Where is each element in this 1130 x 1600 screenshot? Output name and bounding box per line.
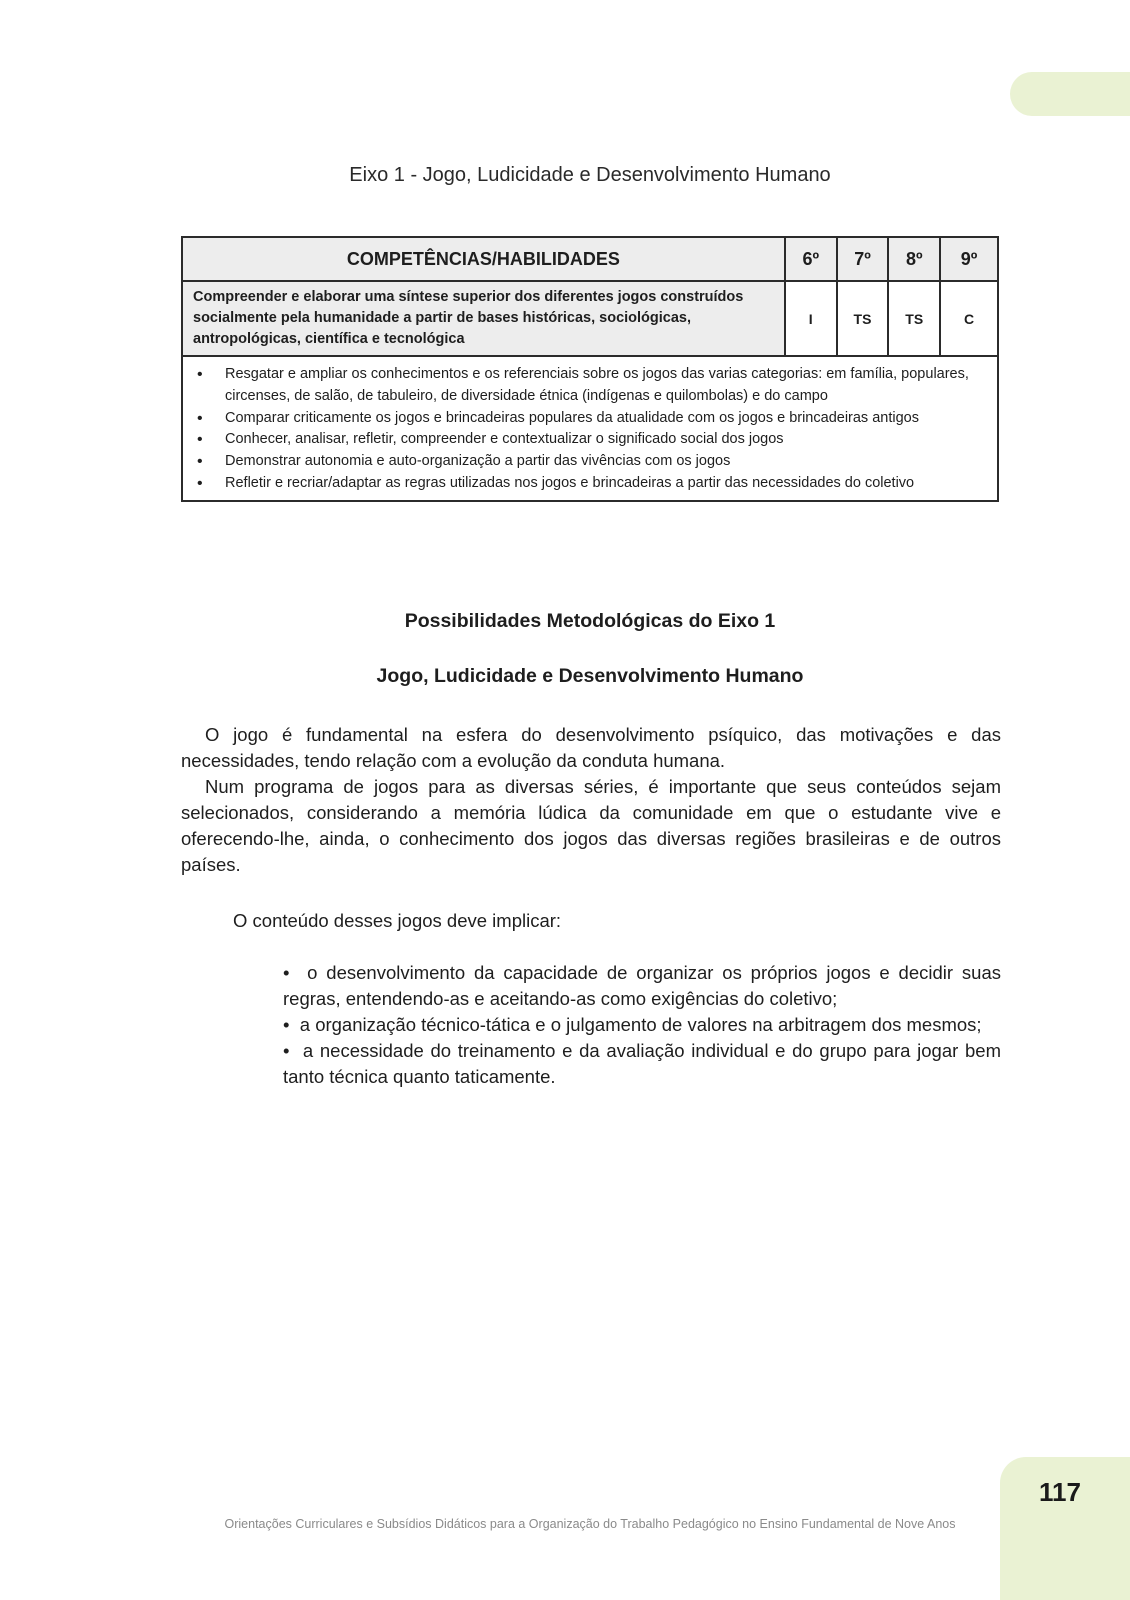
list-item: • a organização técnico-tática e o julgamento de valores na arbitragem dos mesmos; [283, 1012, 1001, 1038]
level-7: TS [837, 281, 889, 356]
page-number: 117 [1039, 1477, 1081, 1507]
competencia-row [182, 281, 998, 356]
habilidades-row [182, 356, 998, 501]
body-paragraphs [181, 722, 1001, 878]
habilidades-cell [182, 356, 998, 501]
header-6: 6º [785, 237, 837, 281]
section-title: Possibilidades Metodológicas do Eixo 1 [404, 610, 776, 632]
paragraph: O jogo é fundamental na esfera do desenvolvimento psíquico, das motivações e das necessidades, tendo relação com a evolução da conduta humana. [181, 724, 1001, 771]
footer-text: Orientações Curriculares e Subsídios Didáticos para a Organização do Trabalho Pedagógico no Ensino Fundamental de Nove Anos [224, 1517, 956, 1531]
list-intro: O conteúdo desses jogos deve implicar: [233, 910, 562, 931]
competencia-text: Compreender e elaborar uma síntese superior dos diferentes jogos construídos socialmente pela humanidade a partir de bases históricas, sociológicas, antropológicas, científica e tecnológica [182, 281, 785, 356]
competencias-table [181, 236, 999, 502]
header-7: 7º [837, 237, 889, 281]
list-item: • Demonstrar autonomia e auto-organização a partir das vivências com os jogos [191, 451, 989, 473]
list-item: • Conhecer, analisar, refletir, compreender e contextualizar o significado social dos jogos [191, 429, 989, 451]
header-9: 9º [940, 237, 998, 281]
list-item: • o desenvolvimento da capacidade de organizar os próprios jogos e decidir suas regras, entendendo-as e aceitando-as como exigências do coletivo; [283, 960, 1001, 1012]
level-6: I [785, 281, 837, 356]
level-9: C [940, 281, 998, 356]
eixo-title: Eixo 1 - Jogo, Ludicidade e Desenvolvimento Humano [349, 164, 831, 186]
list-item: • Resgatar e ampliar os conhecimentos e os referenciais sobre os jogos das varias categorias: em família, populares, circenses, de salão, de tabuleiro, de diversidade étnica (indígenas e quilombolas) e do campo [191, 364, 989, 408]
implications-list [283, 960, 1001, 1090]
table-header-row [182, 237, 998, 281]
list-item: • Comparar criticamente os jogos e brincadeiras populares da atualidade com os jogos e brincadeiras antigos [191, 408, 989, 430]
header-8: 8º [888, 237, 940, 281]
list-item: • a necessidade do treinamento e da avaliação individual e do grupo para jogar bem tanto técnica quanto taticamente. [283, 1038, 1001, 1090]
section-subtitle: Jogo, Ludicidade e Desenvolvimento Humano [376, 665, 804, 687]
top-corner-tab [1010, 72, 1130, 116]
header-competencias: COMPETÊNCIAS/HABILIDADES [182, 237, 785, 281]
habilidades-list [191, 364, 989, 495]
paragraph: Num programa de jogos para as diversas séries, é importante que seus conteúdos sejam selecionados, considerando a memória lúdica da comunidade em que o estudante vive e oferecendo-lhe, ainda, o conhecimento dos jogos das diversas regiões brasileiras e de outros países. [181, 776, 1001, 875]
list-item: • Refletir e recriar/adaptar as regras utilizadas nos jogos e brincadeiras a partir das necessidades do coletivo [191, 473, 989, 495]
level-8: TS [888, 281, 940, 356]
